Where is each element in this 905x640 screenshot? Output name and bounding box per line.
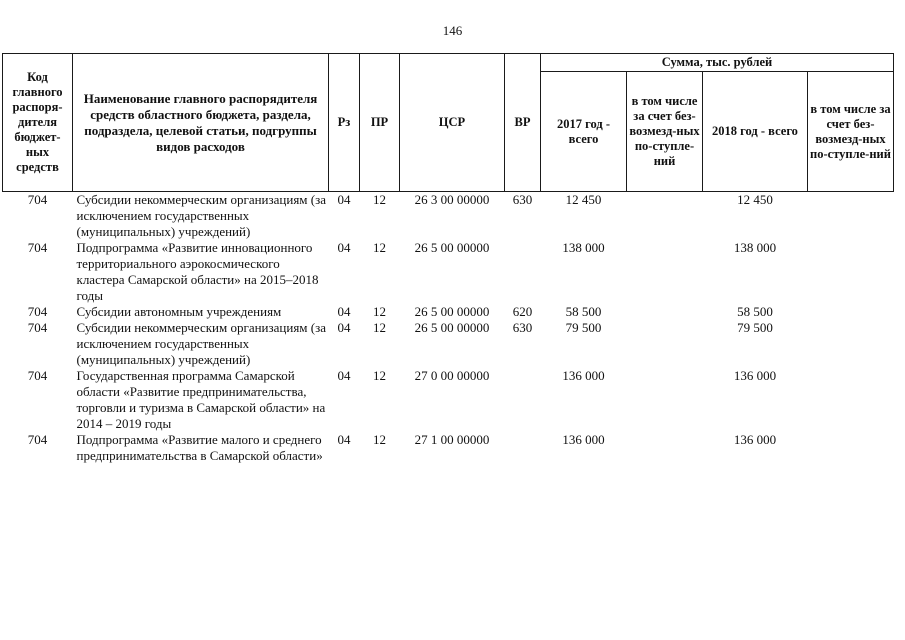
cell-code: 704 <box>27 368 48 383</box>
cell-vr: 620 <box>512 304 533 319</box>
cell-2018-free <box>808 240 894 304</box>
cell-2018-total: 79 500 <box>737 320 773 335</box>
cell-2017-total: 58 500 <box>565 304 602 319</box>
page-number: 146 <box>442 23 463 38</box>
cell-code: 704 <box>27 192 48 207</box>
header-name: Наименование главного распорядителя средств областного бюджета, раздела, подраздела, целевой статьи, подгруппы видов расходов <box>73 54 329 192</box>
cell-2017-free <box>627 192 703 241</box>
cell-rz: 04 <box>337 304 351 319</box>
header-sum-group: Сумма, тыс. рублей <box>541 54 894 72</box>
header-2018-free: в том числе за счет без-возмезд-ных по-ступле-ний <box>808 72 894 192</box>
cell-name: Государственная программа Самарской области «Развитие предпринимательства, торговли и туризма в Самарской области» на 2014 – 2019 годы <box>76 368 326 431</box>
cell-name: Субсидии некоммерческим организациям (за исключением государственных (муниципальных) учреждений) <box>76 192 327 239</box>
cell-vr <box>505 432 541 464</box>
header-code: Код главного распоря-дителя бюджет-ных средств <box>3 54 73 192</box>
cell-pr: 12 <box>373 320 386 335</box>
cell-2018-total: 12 450 <box>737 192 773 207</box>
header-csr: ЦСР <box>400 54 505 192</box>
cell-2018-free <box>808 368 894 432</box>
table-header <box>3 54 894 192</box>
cell-code: 704 <box>27 320 48 335</box>
table-row <box>3 192 894 241</box>
cell-rz: 04 <box>337 368 351 383</box>
table-row <box>3 368 894 432</box>
header-2017-total: 2017 год - всего <box>541 72 627 192</box>
cell-2018-free <box>808 320 894 368</box>
cell-vr <box>505 240 541 304</box>
header-rz: Рз <box>329 54 360 192</box>
cell-pr: 12 <box>373 368 386 383</box>
table-row <box>3 320 894 368</box>
cell-2017-free <box>627 432 703 464</box>
cell-2018-total: 136 000 <box>733 368 777 383</box>
cell-csr: 27 1 00 00000 <box>414 432 490 447</box>
cell-pr: 12 <box>373 304 386 319</box>
cell-pr: 12 <box>373 432 386 447</box>
cell-pr: 12 <box>373 192 386 207</box>
cell-name: Субсидии некоммерческим организациям (за исключением государственных (муниципальных) учреждений) <box>76 320 327 367</box>
header-2018-total: 2018 год - всего <box>703 72 808 192</box>
cell-name: Подпрограмма «Развитие инновационного территориального аэрокосмического кластера Самарской области» на 2015–2018 годы <box>76 240 319 303</box>
cell-2017-total: 138 000 <box>562 240 605 255</box>
table-row <box>3 240 894 304</box>
cell-2017-free <box>627 368 703 432</box>
cell-name: Субсидии автономным учреждениям <box>76 304 282 319</box>
table-body <box>3 192 894 465</box>
cell-rz: 04 <box>337 240 351 255</box>
cell-2018-total: 58 500 <box>737 304 773 319</box>
cell-2018-free <box>808 192 894 241</box>
cell-2017-total: 79 500 <box>565 320 602 335</box>
header-pr: ПР <box>360 54 400 192</box>
cell-2017-total: 136 000 <box>562 432 605 447</box>
cell-2017-total: 136 000 <box>562 368 605 383</box>
header-vr: ВР <box>505 54 541 192</box>
cell-vr: 630 <box>512 192 533 207</box>
cell-2017-free <box>627 240 703 304</box>
cell-rz: 04 <box>337 320 351 335</box>
cell-2018-total: 138 000 <box>733 240 777 255</box>
cell-2017-free <box>627 304 703 320</box>
cell-2018-free <box>808 432 894 464</box>
table-row <box>3 432 894 464</box>
budget-table <box>2 53 894 464</box>
cell-rz: 04 <box>337 192 351 207</box>
cell-csr: 26 5 00 00000 <box>414 320 490 335</box>
cell-2018-free <box>808 304 894 320</box>
header-2017-free: в том числе за счет без-возмезд-ных по-ступле-ний <box>627 72 703 192</box>
cell-csr: 26 3 00 00000 <box>414 192 490 207</box>
cell-pr: 12 <box>373 240 386 255</box>
cell-name: Подпрограмма «Развитие малого и среднего предпринимательства в Самарской области» <box>76 432 323 463</box>
cell-code: 704 <box>27 304 48 319</box>
cell-2017-total: 12 450 <box>565 192 602 207</box>
table-row <box>3 304 894 320</box>
cell-vr: 630 <box>512 320 533 335</box>
cell-code: 704 <box>27 240 48 255</box>
cell-csr: 27 0 00 00000 <box>414 368 490 383</box>
cell-csr: 26 5 00 00000 <box>414 304 490 319</box>
cell-csr: 26 5 00 00000 <box>414 240 490 255</box>
cell-code: 704 <box>27 432 48 447</box>
cell-2018-total: 136 000 <box>733 432 777 447</box>
cell-vr <box>505 368 541 432</box>
cell-rz: 04 <box>337 432 351 447</box>
cell-2017-free <box>627 320 703 368</box>
